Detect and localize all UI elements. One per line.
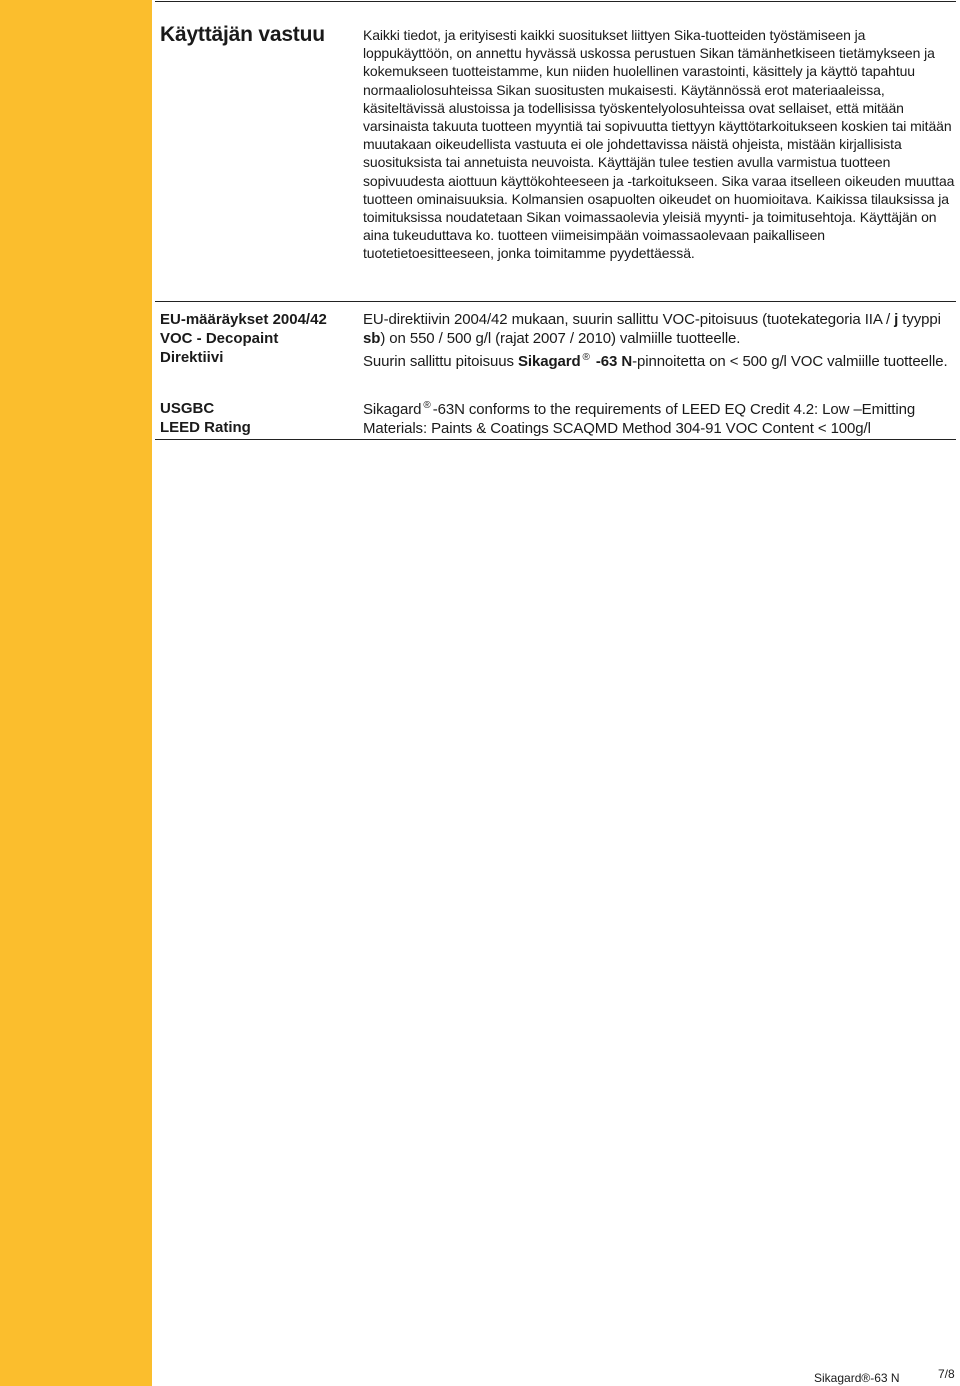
eu-regulation-paragraph-2 [363, 352, 955, 371]
bottom-divider [155, 439, 956, 440]
eu-p2-part-c: -pinnoitetta on < 500 g/l VOC valmiille tuotteelle. [632, 353, 948, 370]
eu-p1-type: sb [363, 330, 381, 347]
eu-regulation-paragraph-1 [363, 310, 955, 348]
eu-p1-category: j [894, 311, 899, 328]
usgbc-label-line2: LEED Rating [160, 419, 251, 436]
eu-p2-part-a: Suurin sallittu pitoisuus [363, 353, 518, 370]
leed-brand: Sikagard [363, 401, 422, 418]
eu-p2-registered-mark: ® [582, 352, 590, 363]
sidebar-color-band [0, 0, 152, 1386]
eu-p1-part-e: ) on 550 / 500 g/l (rajat 2007 / 2010) valmiille tuotteelle. [380, 330, 741, 347]
eu-p1-part-c: tyyppi [898, 311, 941, 328]
responsibility-heading: Käyttäjän vastuu [160, 23, 325, 46]
responsibility-text: Kaikki tiedot, ja erityisesti kaikki suositukset liittyen Sika-tuotteiden työstämiseen ja loppukäyttöön, on annettu hyvässä uskossa perustuen Sikan tämänhetkiseen tietämykseen ja kokemukseen tuotteistamme, kun niiden huolellinen varastointi, käsittely ja käyttö tapahtuu normaaliolosuhteissa Sikan suositusten mukaisesti. Käytännössä erot materiaaleissa, käsiteltävissä alustoissa ja todellisissa työskentelyolosuhteissa ovat sellaiset, että mitään varsinaista takuuta tuotteen myyntiä tai sopivuutta tiettyyn käyttötarkoitukseen koskien tai mitään muutakaan oikeudellista vastuuta ei ole johdettavissa näistä ohjeista, mistään kirjallisista suosituksista tai annetuista neuvoista. Käyttäjän tulee testien avulla varmistua tuotteen sopivuudesta aiottuun käyttökohteeseen ja -tarkoitukseen. Sika varaa itselleen oikeuden muuttaa tuotteen ominaisuuksia. Kolmansien osapuolten oikeudet on huomioitava. Kaikissa tilauksissa ja toimituksissa noudatetaan Sikan voimassaolevia yleisiä myynti- ja toimitusehtoja. Käyttäjän on aina tukeuduttava ko. tuotteen viimeisimpään voimassaolevaan paikalliseen tuotetietoesitteeseen, jonka toimitamme pyydettäessä. [363, 27, 955, 262]
usgbc-label [160, 399, 350, 437]
eu-p2-brand: Sikagard [517, 353, 581, 370]
eu-p2-product-code: -63 N [591, 353, 633, 370]
eu-p1-part-a: EU-direktiivin 2004/42 mukaan, suurin sallittu VOC-pitoisuus (tuotekategoria IIA / [363, 311, 895, 328]
section-divider [155, 301, 956, 302]
eu-regulation-label [160, 310, 350, 367]
top-divider [155, 1, 956, 2]
footer-product-name: Sikagard®-63 N [814, 1371, 900, 1385]
eu-label-line3: Direktiivi [160, 349, 224, 366]
leed-text: -63N conforms to the requirements of LEED EQ Credit 4.2: Low –Emitting Materials: Paints & Coatings SCAQMD Method 304-91 VOC Content < 100g/l [363, 401, 916, 437]
leed-registered-mark: ® [423, 400, 431, 411]
usgbc-label-line1: USGBC [160, 400, 215, 417]
leed-paragraph [363, 400, 955, 438]
eu-label-line1: EU-määräykset 2004/42 [160, 311, 327, 328]
footer-page-number: 7/8 [938, 1367, 955, 1381]
eu-label-line2: VOC - Decopaint [160, 330, 279, 347]
